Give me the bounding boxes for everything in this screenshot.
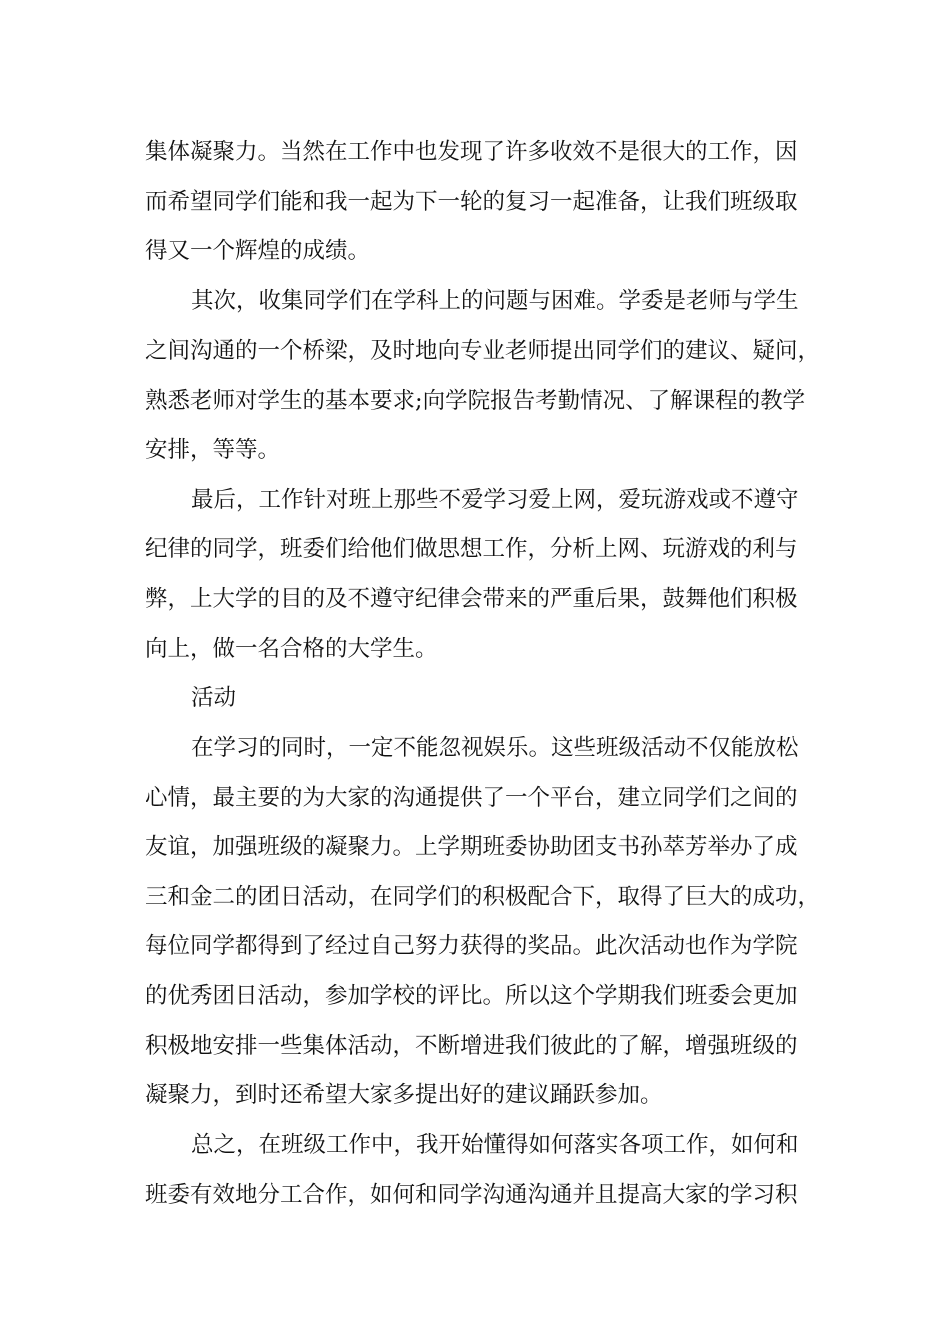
text-line: 之间沟通的一个桥梁，及时地向专业老师提出同学们的建议、疑问，	[145, 338, 821, 364]
text-line: 纪律的同学，班委们给他们做思想工作，分析上网、玩游戏的利与	[145, 536, 798, 562]
text-line: 向上，做一名合格的大学生。	[145, 636, 438, 662]
text-line: 班委有效地分工合作，如何和同学沟通沟通并且提高大家的学习积	[145, 1182, 798, 1208]
text-line: 弊，上大学的目的及不遵守纪律会带来的严重后果，鼓舞他们积极	[145, 586, 798, 612]
text-line: 友谊，加强班级的凝聚力。上学期班委协助团支书孙萃芳举办了成	[145, 834, 798, 860]
paragraph-start-line: 其次，收集同学们在学科上的问题与困难。学委是老师与学生	[191, 288, 799, 314]
text-line: 集体凝聚力。当然在工作中也发现了许多收效不是很大的工作，因	[145, 139, 798, 165]
text-line: 安排，等等。	[145, 437, 281, 463]
paragraph-start-line: 最后，工作针对班上那些不爱学习爱上网，爱玩游戏或不遵守	[191, 487, 799, 513]
text-line: 心情，最主要的为大家的沟通提供了一个平台，建立同学们之间的	[145, 785, 798, 811]
text-line: 每位同学都得到了经过自己努力获得的奖品。此次活动也作为学院	[145, 933, 798, 959]
text-line: 得又一个辉煌的成绩。	[145, 238, 371, 264]
text-line: 积极地安排一些集体活动，不断增进我们彼此的了解，增强班级的	[145, 1033, 798, 1059]
text-line: 的优秀团日活动，参加学校的评比。所以这个学期我们班委会更加	[145, 983, 798, 1009]
text-line: 三和金二的团日活动，在同学们的积极配合下，取得了巨大的成功，	[145, 884, 821, 910]
paragraph-start-line: 在学习的同时，一定不能忽视娱乐。这些班级活动不仅能放松	[191, 735, 799, 761]
text-line: 熟悉老师对学生的基本要求;向学院报告考勤情况、了解课程的教学	[145, 388, 806, 414]
text-line: 凝聚力，到时还希望大家多提出好的建议踊跃参加。	[145, 1082, 663, 1108]
text-line: 而希望同学们能和我一起为下一轮的复习一起准备，让我们班级取	[145, 189, 798, 215]
paragraph-start-line: 总之，在班级工作中，我开始懂得如何落实各项工作，如何和	[191, 1132, 799, 1158]
section-heading: 活动	[191, 685, 237, 711]
